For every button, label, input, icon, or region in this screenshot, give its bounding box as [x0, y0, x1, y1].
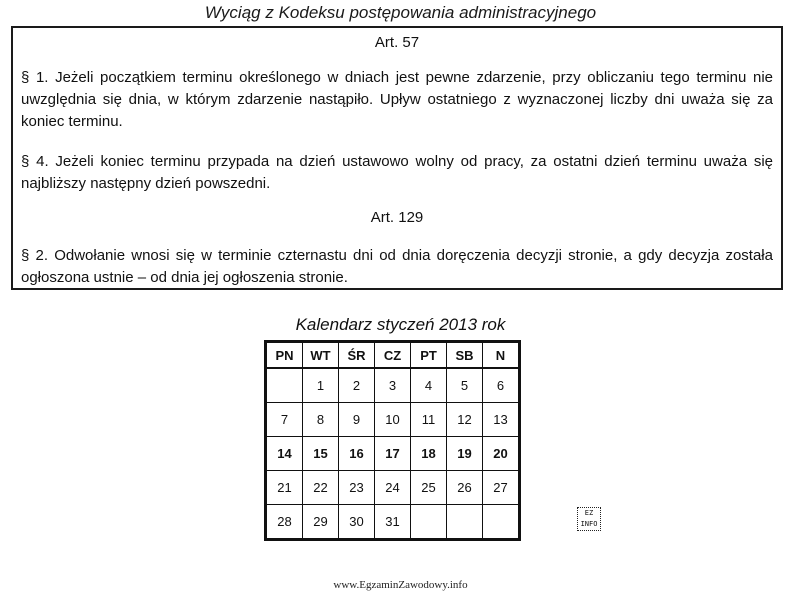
- weekday-header: ŚR: [339, 342, 375, 369]
- weekday-header: WT: [303, 342, 339, 369]
- calendar-day-cell: 30: [339, 505, 375, 540]
- logo-text: EZ INFO: [580, 509, 598, 528]
- calendar-day-cell: 31: [375, 505, 411, 540]
- calendar-day-cell: 10: [375, 403, 411, 437]
- calendar-day-cell: 28: [266, 505, 303, 540]
- calendar-day-cell: 4: [411, 368, 447, 403]
- calendar-week-row: [266, 368, 520, 403]
- weekday-header: SB: [447, 342, 483, 369]
- calendar-day-cell: 18: [411, 437, 447, 471]
- calendar-day-cell: 20: [483, 437, 520, 471]
- weekday-header: PT: [411, 342, 447, 369]
- weekday-header: CZ: [375, 342, 411, 369]
- calendar-day-cell: 24: [375, 471, 411, 505]
- calendar-day-cell: 1: [303, 368, 339, 403]
- calendar-day-cell: 29: [303, 505, 339, 540]
- article-57-paragraph-4: § 4. Jeżeli koniec terminu przypada na dzień ustawowo wolny od pracy, za ostatni dzień terminu uważa się najbliższy następny dzień powszedni.: [21, 153, 773, 192]
- calendar-day-cell: 5: [447, 368, 483, 403]
- document-title: Wyciąg z Kodeksu postępowania administracyjnego: [204, 3, 597, 22]
- calendar-day-cell: 12: [447, 403, 483, 437]
- calendar-day-cell: [266, 368, 303, 403]
- calendar-day-cell: 2: [339, 368, 375, 403]
- footer-url: www.EgzaminZawodowy.info: [333, 579, 468, 591]
- calendar-title: Kalendarz styczeń 2013 rok: [295, 315, 506, 334]
- calendar-day-cell: [411, 505, 447, 540]
- calendar-day-cell: [447, 505, 483, 540]
- code-excerpt-box: [11, 26, 783, 290]
- calendar-day-cell: 7: [266, 403, 303, 437]
- calendar-table: [264, 340, 521, 541]
- calendar-day-cell: 3: [375, 368, 411, 403]
- calendar-day-cell: 21: [266, 471, 303, 505]
- calendar-day-cell: 23: [339, 471, 375, 505]
- calendar-day-cell: 9: [339, 403, 375, 437]
- calendar-week-row: [266, 437, 520, 471]
- article-129-heading: Art. 129: [370, 209, 424, 226]
- weekday-header: N: [483, 342, 520, 369]
- ez-info-logo: [577, 507, 601, 531]
- calendar-week-row: [266, 471, 520, 505]
- calendar-day-cell: 19: [447, 437, 483, 471]
- calendar-day-cell: 6: [483, 368, 520, 403]
- calendar-day-cell: 13: [483, 403, 520, 437]
- weekday-header: PN: [266, 342, 303, 369]
- calendar-day-cell: 22: [303, 471, 339, 505]
- calendar-day-cell: 16: [339, 437, 375, 471]
- calendar-day-cell: 25: [411, 471, 447, 505]
- calendar-day-cell: 26: [447, 471, 483, 505]
- article-57-heading: Art. 57: [374, 34, 420, 51]
- calendar-day-cell: 14: [266, 437, 303, 471]
- calendar-day-cell: 15: [303, 437, 339, 471]
- calendar-week-row: [266, 505, 520, 540]
- article-129-paragraph-2: § 2. Odwołanie wnosi się w terminie czternastu dni od dnia doręczenia decyzji stronie, a gdy decyzja została ogłoszona ustnie – od dnia jej ogłoszenia stronie.: [21, 247, 773, 286]
- calendar-day-cell: 17: [375, 437, 411, 471]
- calendar-day-cell: 27: [483, 471, 520, 505]
- calendar-week-row: [266, 403, 520, 437]
- article-57-paragraph-1: § 1. Jeżeli początkiem terminu określonego w dniach jest pewne zdarzenie, przy obliczaniu tego terminu nie uwzględnia się dnia, w którym zdarzenie nastąpiło. Upływ ostatniego z wyznaczonej liczby dni uważa się za koniec terminu.: [21, 69, 773, 130]
- calendar-day-cell: 11: [411, 403, 447, 437]
- calendar-weekday-row: [266, 342, 520, 369]
- calendar-day-cell: [483, 505, 520, 540]
- calendar-day-cell: 8: [303, 403, 339, 437]
